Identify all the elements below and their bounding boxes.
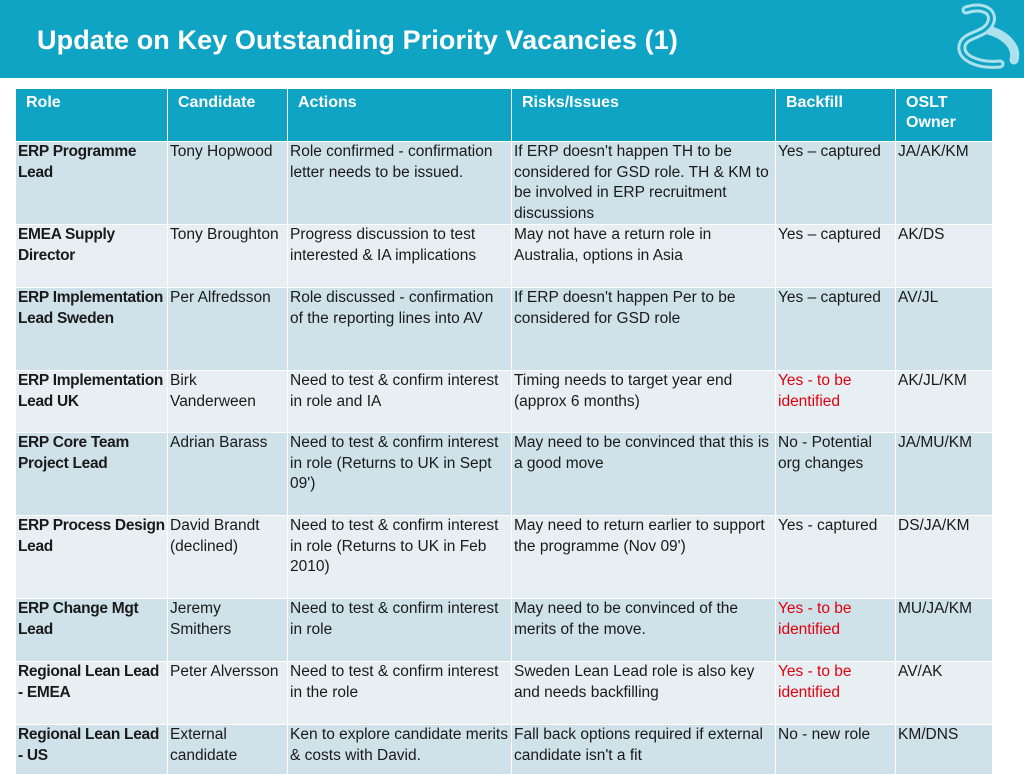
cell-risks: May need to be convinced of the merits of the move. [512, 599, 776, 662]
cell-role: ERP Implementation Lead Sweden [16, 288, 168, 371]
title-bar [0, 0, 1024, 78]
cell-risks: If ERP doesn't happen TH to be considered for GSD role. TH & KM to be involved in ERP recruitment discussions [512, 142, 776, 225]
cell-candidate: External candidate [168, 725, 288, 775]
cell-owner: KM/DNS [896, 725, 993, 775]
cell-risks: Timing needs to target year end (approx 6 months) [512, 371, 776, 433]
cell-candidate: Jeremy Smithers [168, 599, 288, 662]
cell-role: Regional Lean Lead - US [16, 725, 168, 775]
cell-backfill: Yes – captured [776, 288, 896, 371]
cell-actions: Need to test & confirm interest in role (Returns to UK in Feb 2010) [288, 516, 512, 599]
table-header-row [16, 89, 993, 142]
header-candidate: Candidate [168, 89, 288, 142]
table-row [16, 288, 993, 371]
cell-actions: Need to test & confirm interest in role [288, 599, 512, 662]
cell-candidate: Per Alfredsson [168, 288, 288, 371]
cell-actions: Need to test & confirm interest in role (Returns to UK in Sept 09') [288, 433, 512, 516]
cell-owner: AK/DS [896, 225, 993, 288]
table-row [16, 725, 993, 775]
cell-role: ERP Change Mgt Lead [16, 599, 168, 662]
cell-owner: AV/AK [896, 662, 993, 725]
cell-actions: Need to test & confirm interest in the role [288, 662, 512, 725]
table-row [16, 433, 993, 516]
cell-owner: AV/JL [896, 288, 993, 371]
cell-owner: DS/JA/KM [896, 516, 993, 599]
cell-candidate: Peter Alversson [168, 662, 288, 725]
table-row [16, 142, 993, 225]
header-role: Role [16, 89, 168, 142]
table-row [16, 662, 993, 725]
cell-actions: Ken to explore candidate merits & costs with David. [288, 725, 512, 775]
cell-actions: Progress discussion to test interested & IA implications [288, 225, 512, 288]
cell-risks: If ERP doesn't happen Per to be considered for GSD role [512, 288, 776, 371]
cell-actions: Role discussed - confirmation of the reporting lines into AV [288, 288, 512, 371]
cell-owner: MU/JA/KM [896, 599, 993, 662]
header-actions: Actions [288, 89, 512, 142]
cell-owner: JA/MU/KM [896, 433, 993, 516]
cell-risks: May not have a return role in Australia, options in Asia [512, 225, 776, 288]
cell-role: EMEA Supply Director [16, 225, 168, 288]
cell-owner: JA/AK/KM [896, 142, 993, 225]
cell-candidate: Tony Broughton [168, 225, 288, 288]
table-row [16, 516, 993, 599]
cell-backfill: Yes - to be identified [776, 662, 896, 725]
cell-actions: Role confirmed - confirmation letter needs to be issued. [288, 142, 512, 225]
cell-risks: May need to return earlier to support the programme (Nov 09') [512, 516, 776, 599]
cell-backfill: Yes - to be identified [776, 371, 896, 433]
vacancies-table-container [15, 88, 993, 775]
table-row [16, 371, 993, 433]
header-risks-issues: Risks/Issues [512, 89, 776, 142]
cell-role: ERP Core Team Project Lead [16, 433, 168, 516]
cell-backfill: No - new role [776, 725, 896, 775]
vacancies-table [15, 88, 993, 775]
table-row [16, 225, 993, 288]
cell-actions: Need to test & confirm interest in role and IA [288, 371, 512, 433]
cell-candidate: David Brandt (declined) [168, 516, 288, 599]
cell-candidate: Adrian Barass [168, 433, 288, 516]
cell-risks: Fall back options required if external candidate isn't a fit [512, 725, 776, 775]
table-row [16, 599, 993, 662]
cell-role: ERP Process Design Lead [16, 516, 168, 599]
cell-backfill: No - Potential org changes [776, 433, 896, 516]
header-backfill: Backfill [776, 89, 896, 142]
header-oslt-owner: OSLT Owner [896, 89, 993, 142]
cell-role: ERP Implementation Lead UK [16, 371, 168, 433]
cell-backfill: Yes – captured [776, 142, 896, 225]
cell-backfill: Yes – captured [776, 225, 896, 288]
cell-candidate: Tony Hopwood [168, 142, 288, 225]
page-title: Update on Key Outstanding Priority Vacancies (1) [37, 25, 678, 55]
cell-backfill: Yes - captured [776, 516, 896, 599]
company-logo-icon [948, 0, 1024, 78]
cell-owner: AK/JL/KM [896, 371, 993, 433]
cell-candidate: Birk Vanderween [168, 371, 288, 433]
cell-backfill: Yes - to be identified [776, 599, 896, 662]
cell-role: Regional Lean Lead - EMEA [16, 662, 168, 725]
cell-risks: Sweden Lean Lead role is also key and needs backfilling [512, 662, 776, 725]
cell-role: ERP Programme Lead [16, 142, 168, 225]
cell-risks: May need to be convinced that this is a good move [512, 433, 776, 516]
